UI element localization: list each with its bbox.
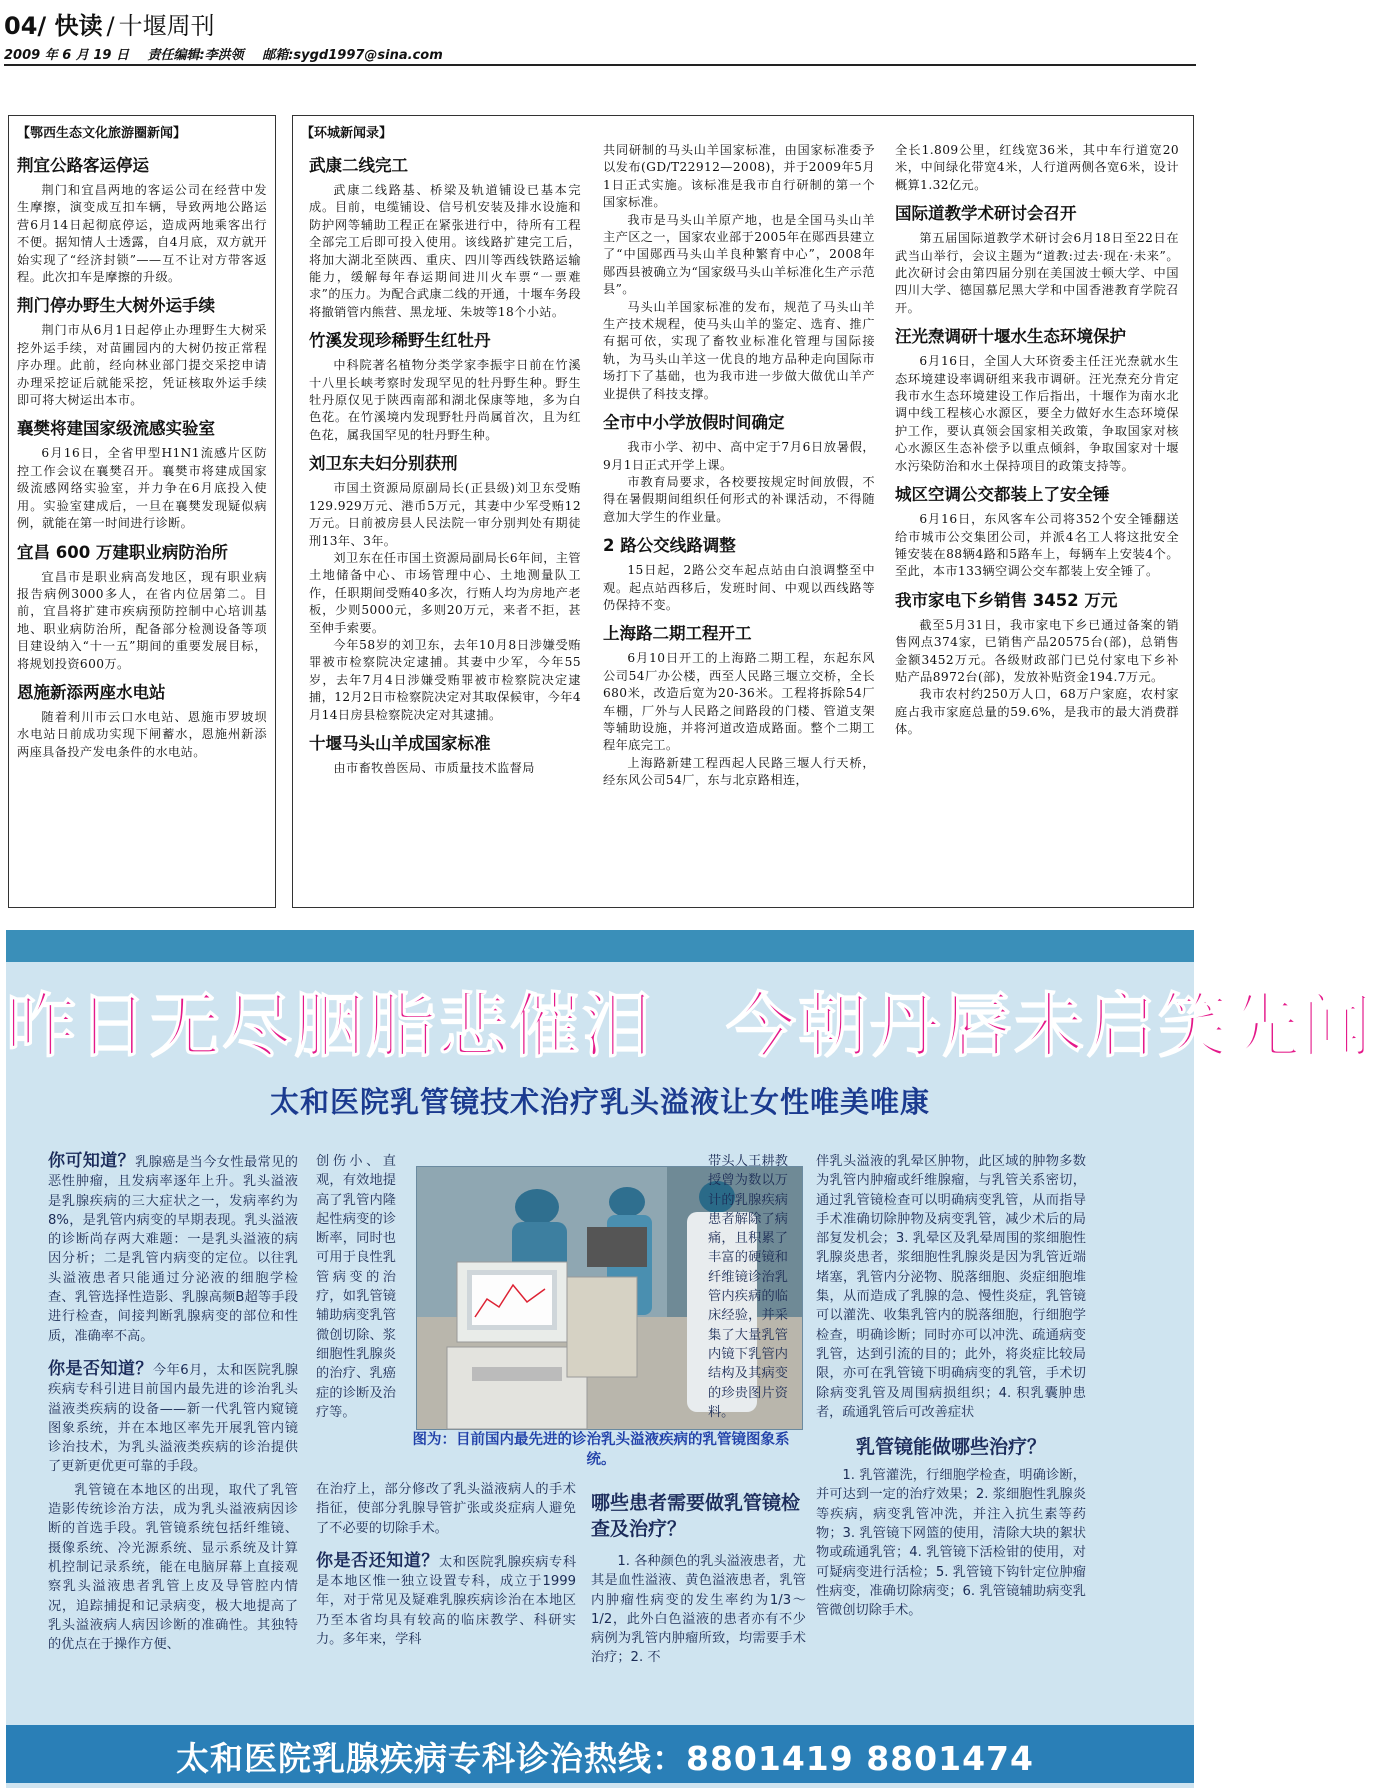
article-headline: 全市中小学放假时间确定 [603,413,785,433]
article-body: 6月10日开工的上海路二期工程，东起东风公司54厂办公楼，西至人民路三堰立交桥，全长680米，改造后宽为20-36米。工程将拆除54厂车棚，厂外与人民路之间路段的门楼、管道支架等辅助设施，并将河道改造成路面。整个二期工程年底完工。 [603,651,875,753]
article-body: 武康二线路基、桥梁及轨道铺设已基本完成。目前，电缆铺设、信号机安装及排水设施和防护网等辅助工程正在紧张进行中，待所有工程全部完工后即可投入使用。该线路扩建完工后，将加大湖北至陕西、重庆、四川等西线铁路运输能力，缓解每年春运期间进川火车票“一票难求”的压力。为配合武康二线的开通，十堰车务段将撤销管内熊营、黑龙垭、朱坡等18个小站。 [309,183,581,319]
regional-news-box [8,115,276,908]
article-body: 随着利川市云口水电站、恩施市罗坡坝水电站日前成功实现下闸蓄水，恩施州新添两座具备投产发电条件的水电站。 [17,709,267,759]
ad-question: 你可知道？ [48,1151,136,1171]
article-body: 截至5月31日，我市家电下乡已通过备案的销售网点374家，已销售产品20575台(部)，总销售金额3452万元。各级财政部门已兑付家电下乡补贴产品8972台(部)，发放补贴资金194.7万元。 [895,617,1179,684]
article-headline: 襄樊将建国家级流感实验室 [17,419,215,439]
article-headline: 2 路公交线路调整 [603,536,736,556]
city-news-box [292,115,1194,908]
ad-column-4 [816,1152,1086,1621]
masthead-title-line: 04/ 快读 / 十堰周刊 [4,12,215,40]
article-body: 第五届国际道教学术研讨会6月18日至22日在武当山举行，会议主题为“道教:过去·现在·未来”。此次研讨会由第四届分别在美国波士顿大学、中国四川大学、德国慕尼黑大学和中国香港教育学院召开。 [895,231,1179,315]
editor-name: 责任编辑:李洪领 [147,48,244,63]
ad-column-2-lower [316,1480,576,1649]
masthead-info-line [4,44,457,63]
article-headline: 城区空调公交都装上了安全锤 [895,485,1110,505]
city-news-column-3 [895,142,1179,739]
article-headline: 刘卫东夫妇分别获刑 [309,454,458,474]
article-body: 刘卫东在任市国土资源局副局长6年间，主管土地储备中心、市场管理中心、土地测量队工作，任职期间受贿40多次，行贿人均为房地产老板，少则5000元，多则20万元，来者不拒，甚至伸手索要。 [309,550,581,635]
article-headline: 国际道教学术研讨会召开 [895,204,1077,224]
article-body: 市国土资源局原副局长(正县级)刘卫东受贿129.929万元、港币5万元，其妻中少军受贿12万元。日前被房县人民法院一审分别判处有期徒刑13年、3年。 [309,481,581,548]
article-headline: 竹溪发现珍稀野生红牡丹 [309,331,491,351]
ad-column-2-narrow [316,1152,396,1422]
city-news-column-1 [309,146,581,777]
ad-column-3-lower [591,1490,806,1668]
ad-paragraph: 你可知道？乳腺癌是当今女性最常见的恶性肿瘤，且发病率逐年上升。乳头溢液是乳腺疾病的三大症状之一，发病率约为8%，是乳管内病变的早期表现。乳头溢液的诊断尚存两大难题：一是乳头溢液的病因分析；二是乳管内病变的定位。以往乳头溢液患者只能通过分泌液的细胞学检查、乳管选择性造影、乳腺高频B超等手段进行检查，间接判断乳腺病变的部位和性质，准确率不高。 [48,1151,298,1344]
article-headline: 恩施新添两座水电站 [17,682,166,702]
article-headline: 武康二线完工 [309,156,408,175]
editor-email: 邮箱:sygd1997@sina.com [262,48,443,63]
article-headline: 宜昌 600 万建职业病防治所 [17,542,228,562]
ad-section-heading: 哪些患者需要做乳管镜检查及治疗？ [591,1492,801,1540]
article-body: 市教育局要求，各校要按规定时间放假，不得在暑假期间组织任何形式的补课活动，不得随意加大学生的作业量。 [603,474,875,524]
regional-news-tag: 【鄂西生态文化旅游圈新闻】 [15,122,188,141]
article-headline: 十堰马头山羊成国家标准 [309,733,491,753]
article-body: 我市农村约250万人口，68万户家庭，农村家庭占我市家庭总量的59.6%，是我市的最大消费群体。 [895,687,1179,737]
ad-headline: 昨日无尽胭脂悲催泪 今朝丹唇未启笑先闻 [6,985,1374,1067]
article-body: 共同研制的马头山羊国家标准，由国家标准委予以发布(GD/T22912—2008)，并于2009年5月1日正式实施。该标准是我市自行研制的第一个国家标准。 [603,143,875,210]
ad-paragraph: 1. 乳管灌洗，行细胞学检查，明确诊断，并可达到一定的治疗效果；2. 浆细胞性乳腺炎等疾病，病变乳管冲洗，并注入抗生素等药物；3. 乳管镜下网篮的使用，清除大块的絮状物或疏通乳管；4. 乳管镜下活检钳的使用，对可疑病变进行活检；5. 乳管镜下钩针定位肿瘤性病变，准确切除病变；6. 乳管镜辅助病变乳管微创切除手术。 [816,1468,1086,1619]
city-news-tag: 【环城新闻录】 [299,122,394,141]
hospital-advertisement [6,930,1374,1788]
article-body: 荆门和宜昌两地的客运公司在经营中发生摩擦，演变成互扣车辆，导致两地公路运营6月14日起彻底停运，造成两地乘客出行不便。据知情人士透露，自4月底，双方就开始实现了“经济封锁”——互不让对方带客返程。此次扣车是摩擦的升级。 [17,183,267,285]
article-headline: 上海路二期工程开工 [603,624,752,644]
ad-column-3-narrow [708,1152,788,1422]
page-section: 04/ 快读 [4,12,103,40]
article [17,683,267,761]
hotline-banner [6,1725,1194,1783]
article-body: 15日起，2路公交车起点站由白浪调整至中观。起点站西移后，发班时间、中观以西线路等仍保持不变。 [603,563,875,612]
article-body: 中科院著名植物分类学家李振宇日前在竹溪十八里长峡考察时发现罕见的牡丹野生种。野生牡丹原仅见于陕西南部和湖北保康等地，多为白色花。在竹溪境内发现野牡丹尚属首次，且为红色花，属我国罕见的牡丹野生种。 [309,358,581,442]
article-headline: 我市家电下乡销售 3452 万元 [895,590,1118,610]
ad-question: 你是否知道？ [48,1358,153,1379]
article-body: 由市畜牧兽医局、市质量技术监督局 [333,760,535,775]
article [17,156,267,286]
article-body: 荆门市从6月1日起停止办理野生大树采挖外运手续，对苗圃园内的大树仍按正常程序办理。此前，经向林业部门提交采挖申请办理采挖证后就能采挖，凭证核取外运手续即可将大树运出本市。 [17,323,267,408]
article-body: 宜昌市是职业病高发地区，现有职业病报告病例3000多人，在省内位居第二。目前，宜昌将扩建市疾病预防控制中心培训基地、职业病防治所，配备部分检测设备等项目建设纳入“十一五”期间的重要发展目标，将规划投资600万。 [17,569,267,671]
masthead [4,2,1194,62]
article-body: 上海路新建工程西起人民路三堰人行天桥，经东风公司54厂，东与北京路相连， [603,755,875,788]
article [17,296,267,409]
ad-subheadline: 太和医院乳管镜技术治疗乳头溢液让女性唯美唯康 [269,1085,930,1119]
ad-paragraph: 伴乳头溢液的乳晕区肿物，此区域的肿物多数为乳管内肿瘤或纤维腺瘤，与乳管关系密切，通过乳管镜检查可以明确病变乳管，从而指导手术准确切除肿物及病变乳管，减少术后的局部复发机会；3. 乳晕区及乳晕周围的浆细胞性乳腺炎患者，浆细胞性乳腺炎是因为乳管近端堵塞，乳管内分泌物、脱落细胞、炎症细胞堆集，从而造成了乳腺的急、慢性炎症，乳管镜可以灌洗、收集乳管内的脱落细胞，行细胞学检查，明确诊断；同时亦可以冲洗、疏通病变乳管，达到引流的目的；此外，将炎症比较局限，亦可在乳管镜下明确病变的乳管，手术切除病变乳管及周围病损组织；4. 积乳囊肿患者，疏通乳管后可改善症状 [816,1154,1086,1420]
article-headline: 荆宜公路客运停运 [17,156,149,175]
paper-title: 十堰周刊 [118,12,215,40]
article [17,419,267,532]
ad-question: 你是否还知道？ [316,1550,439,1571]
regional-news-column [17,146,267,761]
masthead-divider [4,64,1196,66]
ad-paragraph: 乳管镜在本地区的出现，取代了乳管造影传统诊治方法，成为乳头溢液病因诊断的首选手段。乳管镜系统包括纤维镜、摄像系统、冷光源系统、显示系统及计算机控制记录系统，能在电脑屏幕上直接观察乳头溢液患者乳管上皮及导管腔内情况，追踪捕捉和记录病变，极大地提高了乳头溢液病人病因诊断的准确性。其独特的优点在于操作方便、 [48,1482,298,1653]
city-news-column-2 [603,142,875,790]
article-headline: 荆门停办野生大树外运手续 [17,296,215,316]
ad-paragraph: 带头人王耕教授曾为数以万计的乳腺疾病患者解除了病痛，且积累了丰富的硬镜和纤维镜诊治乳管内疾病的临床经验，并采集了大量乳管内镜下乳管内结构及其病变的珍贵图片资料。 [708,1154,788,1420]
ad-section-heading: 乳管镜能做哪些治疗？ [855,1436,1046,1459]
photo-caption: 图为：目前国内最先进的诊治乳头溢液疾病的乳管镜图象系统。 [412,1432,790,1468]
article-body: 马头山羊国家标准的发布，规范了马头山羊生产技术规程，使马头山羊的鉴定、选育、推广有据可依，实现了畜牧业标准化管理与国际接轨，为马头山羊这一优良的地方品种走向国际市场打下了基础，也为我市进一步做大做优山羊产业提供了科技支撑。 [603,299,875,401]
ad-paragraph: 你是否知道？今年6月，太和医院乳腺疾病专科引进目前国内最先进的诊治乳头溢液类疾病的设备——新一代乳管内窥镜图象系统，并在本地区率先开展乳管内镜诊治技术，为乳头溢液类疾病的诊治提供了更新更优更可靠的手段。 [48,1358,299,1475]
article-body: 6月16日，东风客车公司将352个安全锤翻送给市城市公交集团公司，并派4名工人将这批安全锤安装在88辆4路和5路车上，每辆车上安装4个。至此，本市133辆空调公交车都装上安全锤了。 [895,512,1179,579]
ad-top-band [6,930,1194,962]
article-body: 今年58岁的刘卫东，去年10月8日涉嫌受贿罪被市检察院决定逮捕。其妻中少军，今年55岁，去年7月4日涉嫌受贿罪被市检察院决定逮捕，12月2日市检察院决定对其取保候审，今年4月14日房县检察院决定对其逮捕。 [309,637,581,722]
article-body: 我市小学、初中、高中定于7月6日放暑假，9月1日正式开学上课。 [603,440,875,472]
article-body: 6月16日，全国人大环资委主任汪光焘就水生态环境建设率调研组来我市调研。汪光焘充分肯定我市水生态环境建设工作后指出，十堰作为南水北调中线工程核心水源区，要全力做好水生态环境保护工作，要认真领会国家相关政策，争取国家对核心水源区生态补偿予以重点倾斜，争取国家对十堰水污染防治和水土保持项目的政策支持等。 [895,354,1179,473]
hotline-text: 太和医院乳腺疾病专科诊治热线：8801419 8801474 [176,1739,1034,1778]
ad-paragraph: 你是否还知道？太和医院乳腺疾病专科是本地区惟一独立设置专科，成立于1999年，对于常见及疑难乳腺疾病诊治在本地区乃至本省均具有较高的临床教学、科研实力。多年来，学科 [316,1550,577,1648]
ad-paragraph: 在治疗上，部分修改了乳头溢液病人的手术指征，使部分乳腺导管扩张或炎症病人避免了不必要的切除手术。 [316,1482,576,1536]
article-headline: 汪光焘调研十堰水生态环境保护 [895,327,1126,347]
article-body: 全长1.809公里，红线宽36米，其中车行道宽20米，中间绿化带宽4米，人行道两侧各宽6米，设计概算1.32亿元。 [895,143,1179,192]
article [17,543,267,673]
ad-paragraph: 1. 各种颜色的乳头溢液患者，尤其是血性溢液、黄色溢液患者，乳管内肿瘤性病变的发生率约为1/3～1/2，此外白色溢液的患者亦有不少病例为乳管内肿瘤所致，均需要手术治疗；2. 不 [591,1554,806,1666]
article-body: 6月16日，全省甲型H1N1流感片区防控工作会议在襄樊召开。襄樊市将建成国家级流感网络实验室，并力争在6月底投入使用。实验室建成后，一旦在襄樊发现疑似病例，就能在第一时间进行诊断。 [17,446,267,531]
ad-column-1 [48,1152,298,1654]
article-body: 我市是马头山羊原产地，也是全国马头山羊主产区之一，国家农业部于2005年在郧西县建立了“中国郧西马头山羊良种繁育中心”，2008年郧西县被确立为“国家级马头山羊标准化生产示范县”。 [603,212,875,297]
issue-date: 2009 年 6 月 19 日 [4,48,129,63]
ad-paragraph: 创伤小、直观，有效地提高了乳管内隆起性病变的诊断率，同时也可用于良性乳管病变的治疗，如乳管镜辅助病变乳管微创切除、浆细胞性乳腺炎的治疗、乳癌症的诊断及治疗等。 [316,1154,396,1420]
